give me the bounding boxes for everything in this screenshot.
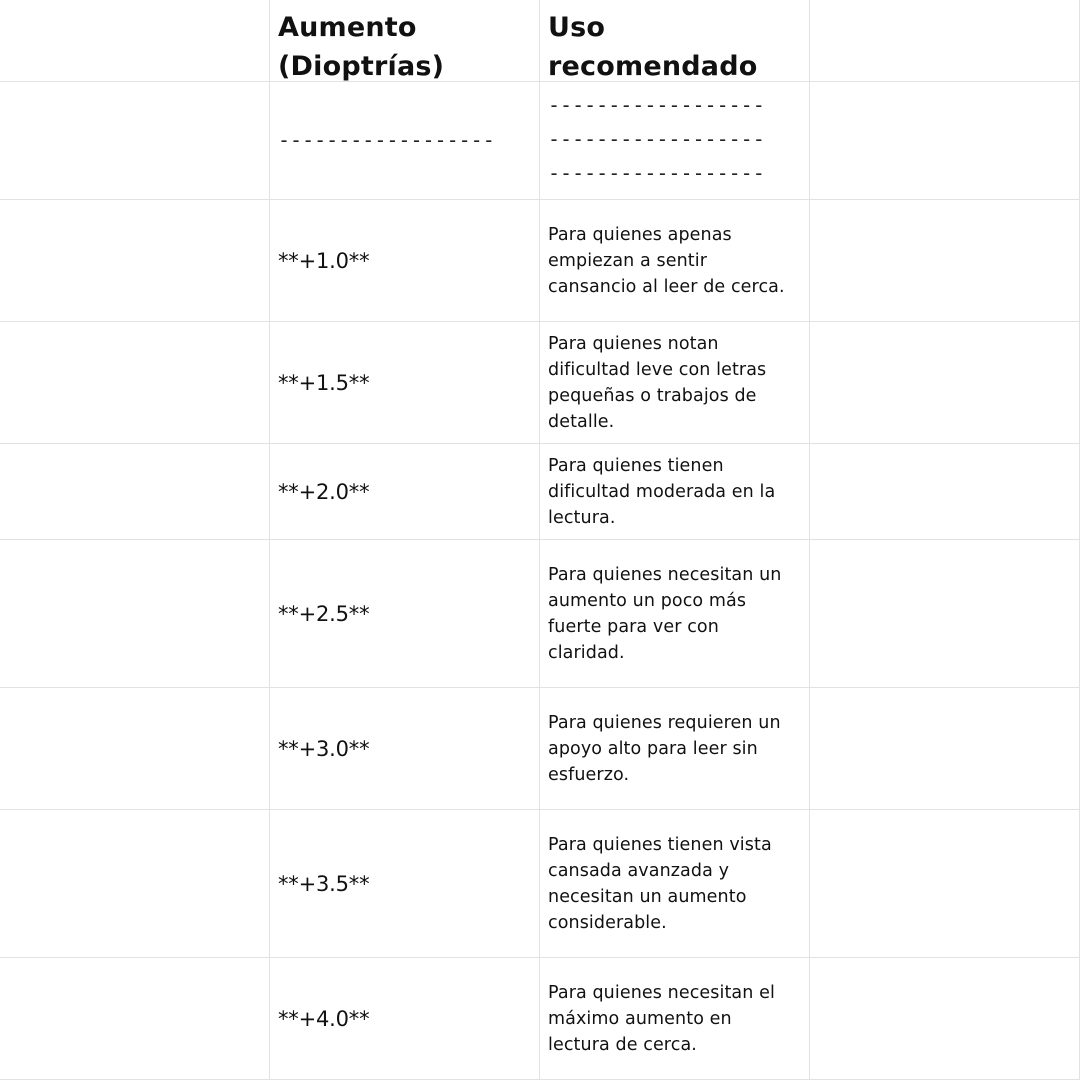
use-description: Para quienes necesitan el máximo aumento en lectura de cerca. [548, 982, 775, 1055]
power-value: **+1.5** [278, 370, 370, 395]
use-description: Para quienes apenas empiezan a sentir cansancio al leer de cerca. [548, 224, 785, 297]
table-row-use [540, 540, 810, 688]
header-use-label: Uso recomendado [548, 12, 758, 82]
table-row-power [270, 810, 540, 958]
use-description: Para quienes notan dificultad leve con letras pequeñas o trabajos de detalle. [548, 333, 767, 432]
row-cell-empty [0, 810, 270, 958]
table-row-use [540, 444, 810, 540]
table-row-power [270, 444, 540, 540]
table-row-use [540, 200, 810, 322]
table-row-power [270, 540, 540, 688]
row-cell-empty [810, 810, 1080, 958]
header-cell-empty-4 [810, 0, 1080, 82]
row-cell-empty [810, 688, 1080, 810]
use-description: Para quienes tienen vista cansada avanzada y necesitan un aumento considerable. [548, 834, 772, 933]
separator-dashes: ------------------ [548, 127, 765, 151]
table-row-use [540, 958, 810, 1080]
power-value: **+3.5** [278, 871, 370, 896]
row-cell-empty [0, 200, 270, 322]
table-row-use [540, 810, 810, 958]
table-row-power [270, 322, 540, 444]
header-cell-empty-1 [0, 0, 270, 82]
header-power-label: Aumento (Dioptrías) [278, 12, 445, 82]
power-value: **+2.5** [278, 601, 370, 626]
table-row-use [540, 322, 810, 444]
header-cell-use [540, 0, 810, 82]
power-value: **+2.0** [278, 479, 370, 504]
row-cell-empty [0, 958, 270, 1080]
power-value: **+3.0** [278, 736, 370, 761]
table-row-power [270, 958, 540, 1080]
row-cell-empty [0, 540, 270, 688]
separator-dashes: ------------------ [548, 161, 765, 185]
separator-dashes: ------------------ [278, 128, 495, 152]
row-cell-empty [0, 322, 270, 444]
power-value: **+4.0** [278, 1006, 370, 1031]
table-row-power [270, 688, 540, 810]
use-description: Para quienes necesitan un aumento un poco más fuerte para ver con claridad. [548, 564, 782, 663]
table-row-use [540, 688, 810, 810]
row-cell-empty [0, 444, 270, 540]
table-row-power [270, 200, 540, 322]
separator-cell-empty-4 [810, 82, 1080, 200]
row-cell-empty [0, 688, 270, 810]
header-cell-power [270, 0, 540, 82]
row-cell-empty [810, 540, 1080, 688]
separator-cell-empty-1 [0, 82, 270, 200]
use-description: Para quienes requieren un apoyo alto para leer sin esfuerzo. [548, 712, 781, 785]
separator-cell-use [540, 82, 810, 200]
separator-cell-power [270, 82, 540, 200]
row-cell-empty [810, 958, 1080, 1080]
row-cell-empty [810, 444, 1080, 540]
row-cell-empty [810, 322, 1080, 444]
use-description: Para quienes tienen dificultad moderada en la lectura. [548, 455, 776, 528]
separator-dashes: ------------------ [548, 93, 765, 117]
row-cell-empty [810, 200, 1080, 322]
power-value: **+1.0** [278, 248, 370, 273]
